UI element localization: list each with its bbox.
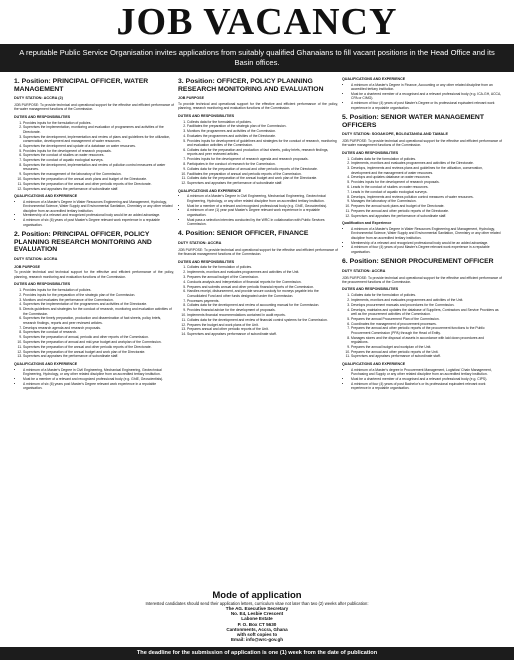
position-6 <box>342 258 502 390</box>
list-item: 5. Prepares and submits annual and other periodic financial reports of the Commission. <box>187 285 338 289</box>
address-line: Labone Estate <box>241 616 273 622</box>
list-item: • Must pass a selection interview conducted by the WRC in collaboration with Public Services Commission. <box>187 218 338 227</box>
list-item: 6. Collates data for the preparation and production of fact sheets, policy briefs, research findings, reports and peer reviewed articles. <box>187 148 338 157</box>
list-item: 12. Supervises the preparation of the annual budget and work plan of the Directorate. <box>23 350 174 354</box>
job-purpose: JOB PURPOSE: To provide technical and operational support for the effective and efficient performance of the financial management functions of the Commission. <box>178 247 338 257</box>
list-item: 11. Collates data for the preparation of the annual budget and work plan of the Directorate. <box>187 176 338 180</box>
list-item: • Membership of a relevant and recognized professional body would be an added advantage. <box>23 213 174 217</box>
list-item: • A minimum of four (4) years of post Master's Degree or its professional equivalent relevant work experience in a reputable organisation. <box>351 101 502 110</box>
deadline-banner: The deadline for the submission of application is one (1) week from the date of publication <box>0 647 514 660</box>
list-item: 2. Provides inputs for the preparation of the strategic plan of the Commission. <box>23 293 174 297</box>
positions-area <box>0 74 514 588</box>
mode-title: Mode of application <box>212 590 302 601</box>
qualifications-list <box>14 200 174 227</box>
list-item: 9. Prepares the annual budget and workplan of the Unit. <box>351 345 502 349</box>
position-4-continued <box>342 77 502 110</box>
duty-station: DUTY STATION: ACCRA <box>14 256 58 261</box>
list-item: 5. Prepares the annual Procurement Plan of the Commission. <box>351 317 502 321</box>
list-item: 3. Prepares the annual budget of the Commission. <box>187 275 338 279</box>
list-item: 1. Collects data for the formulation of policies. <box>187 120 338 124</box>
list-item: 9. Provides financial advice for the development of proposals. <box>187 308 338 312</box>
list-item: 1. Collates data for the formulation of policies. <box>187 265 338 269</box>
list-item: 6. Supervises the conduct of studies on water resources. <box>23 153 174 157</box>
duties-heading: DUTIES AND RESPONSIBILITIES <box>342 287 399 292</box>
list-item: 12. Supervises and appraises the performance of subordinate staff. <box>187 181 338 185</box>
duties-heading: DUTIES AND RESPONSIBILITIES <box>342 150 399 155</box>
list-item: 6. Leads in the conduct of studies on water resources. <box>351 185 502 189</box>
list-item: 7. Leads in the conduct of aquatic ecological surveys. <box>351 190 502 194</box>
list-item: 12. Supervises and appraises the performance of subordinate staff. <box>23 187 174 191</box>
list-item: • A minimum of a Master's Degree in Finance, Accounting or any other related discipline from an accredited tertiary institution. <box>351 83 502 92</box>
qualifications-list <box>342 83 502 110</box>
position-title: 6. Position: SENIOR PROCUREMENT OFFICER <box>342 258 494 266</box>
list-item: • A minimum of a Master's Degree in Water Resources Engineering and Management, Hydrology, Environmental Science, Water Supply and Environmental Sanitation, Chemistry or any other related discipline from an accredited tertiary institution. <box>351 227 502 240</box>
list-item: 9. Collates data for the preparation of annual and other periodic reports of the Directorate. <box>187 167 338 171</box>
list-item: 8. Supervises the development, implementation and review of pollution control measures of water resources. <box>23 163 174 172</box>
qualifications-heading: Qualification and Experience <box>342 221 392 226</box>
duties-list <box>342 293 502 359</box>
job-purpose-heading: JOB PURPOSE <box>178 96 204 101</box>
list-item: 11. Prepares the annual and other periodic reports of the Directorate. <box>351 209 502 213</box>
duties-list <box>14 288 174 359</box>
duty-station: DUTY STATION: ACCRA <box>342 268 386 273</box>
list-item: 13. Supervises and appraises the performance of subordinate staff. <box>23 354 174 358</box>
job-purpose: To provide technical and operational support for the effective and efficient performance of the policy, planning, research monitoring and evaluation functions of the Commission. <box>178 101 338 111</box>
list-item: 5. Provides inputs for development of guidelines and strategies for the conduct of research, monitoring and evaluation activities of the Commission. <box>187 139 338 148</box>
list-item: • Membership of a relevant and recognized professional body would be an added advantage. <box>351 241 502 245</box>
list-item: 4. Develops and updates database on water resources. <box>351 175 502 179</box>
list-item: 6. Coordinates the management of procurement processes. <box>351 322 502 326</box>
list-item: 11. Supervises the preparation of the annual and other periodic reports of the Directorate. <box>23 345 174 349</box>
duty-station: DUTY STATION: ACCRA <box>178 240 222 245</box>
duties-heading: DUTIES AND RESPONSIBILITIES <box>178 259 235 264</box>
list-item: • Must be a member of a relevant and recognized professional body (e.g. GhIE, Geoscientists). <box>187 204 338 208</box>
list-item: 5. Directs guidelines and strategies for the conduct of research, monitoring and evaluation activities of the Commission. <box>23 307 174 316</box>
email-line[interactable]: Email: info@wrc-gov.gh <box>230 637 284 643</box>
list-item: 3. Develops, implements and reviews plans and guidelines for the utilization, conservation, development and the management of water resources. <box>351 166 502 175</box>
list-item: 4. Evaluates the programmes and activities of the Directorate. <box>187 134 338 138</box>
address-line: with soft copies to <box>236 632 278 638</box>
mode-instruction: Interested candidates should send their application letters, curriculum vitae not later than two (2) weeks after publication: <box>145 601 369 606</box>
list-item: 3. Monitors the programmes and activities of the Commission. <box>187 129 338 133</box>
duties-heading: DUTIES AND RESPONSIBILITIES <box>14 282 71 287</box>
job-purpose: To provide technical and technical support for the effective and efficient performance of the policy, planning, research monitoring and evaluation functions of the Commission. <box>14 270 174 279</box>
duties-heading: DUTIES AND RESPONSIBILITIES <box>14 114 71 119</box>
mode-of-application <box>0 590 514 646</box>
list-item: 3. Supervises the development, implementation and review of plans and guidelines for the utilization, conservation, development and management of water resources. <box>23 135 174 144</box>
qualifications-heading: QUALIFICATIONS AND EXPERIENCE <box>178 188 242 193</box>
list-item: 5. Provides inputs for the development of research proposals. <box>23 149 174 153</box>
list-item: 9. Manages the laboratory of the Commission. <box>351 199 502 203</box>
list-item: 11. Supervises the preparation of the annual and other periodic reports of the Directorate. <box>23 182 174 186</box>
list-item: 14. Supervises and appraises performance of subordinate staff. <box>187 332 338 336</box>
list-item: 9. Supervises the preparation of annual, periodic and other reports of the Commission. <box>23 335 174 339</box>
list-item: • A minimum of four (4) years of post Master's Degree relevant work experience in a reputable organisation. <box>351 245 502 254</box>
position-title: 1. Position: PRINCIPAL OFFICER, WATER MANAGEMENT <box>14 78 149 93</box>
list-item: 8. Supervises the conduct of research. <box>23 330 174 334</box>
list-item: • A minimum of one (1) year post Master's Degree relevant work experience in a reputable organisation. <box>187 208 338 217</box>
position-2 <box>14 231 174 390</box>
list-item: 4. Develops, maintains and updates the database of Suppliers, Contractors and Service Providers as well as the procurement activities of the Commission. <box>351 308 502 317</box>
address-line: No. E4, Lesbie Crescent <box>230 611 284 617</box>
address-line: P. O. Box CT 5630 <box>237 621 277 627</box>
address-line: The AG. Executive Secretary <box>225 606 289 611</box>
list-item: 10. Prepares the annual work plans and budget of the Directorate. <box>351 204 502 208</box>
list-item: 7. Develops research agenda and research proposals. <box>23 326 174 330</box>
job-purpose: JOB PURPOSE: To provide technical and operational support for the effective and efficient performance of the procurement functions of the Commission. <box>342 275 502 284</box>
column-3 <box>342 74 502 588</box>
job-purpose: JOB PURPOSE: To provide technical and operational support for the effective and efficient performance of the water management functions of the Commission. <box>342 139 502 148</box>
list-item: 11. Collates data for the development and review of financial control systems for the Commission. <box>187 318 338 322</box>
position-title: 4. Position: SENIOR OFFICER, FINANCE <box>178 230 309 238</box>
list-item: 4. Supervises the development and update of a database on water resources. <box>23 144 174 148</box>
list-item: • A minimum of six (6) years of post Master's Degree relevant work experience in a reputable organisation. <box>23 218 174 227</box>
position-4 <box>178 230 338 336</box>
qualifications-heading: QUALIFICATIONS AND EXPERIENCE <box>14 361 78 366</box>
qualifications-list <box>178 194 338 226</box>
list-item: 7. Supervises the conduct of aquatic ecological surveys. <box>23 158 174 162</box>
list-item: 2. Supervises the implementation, monitoring and evaluation of programmes and activities of the Directorate. <box>23 125 174 134</box>
list-item: 7. Processes payments. <box>187 299 338 303</box>
list-item: 10. Implements financial recommendations contained in audit reports. <box>187 313 338 317</box>
position-title: 5. Position: SENIOR WATER MANAGEMENT OFFICERS <box>342 114 484 129</box>
list-item: 8. Manages stores and the disposal of assets in accordance with laid down procedures and regulations. <box>351 336 502 345</box>
list-item: • Must be a chartered member of a recognised and a relevant professional body (e.g. ICA-GH, ACCA, CPA or CIMG). <box>351 92 502 101</box>
list-item: 10. Supervises the preparation of annual and mid-year budget and workplan of the Commission. <box>23 340 174 344</box>
list-item: 10. Supervises the preparation of the annual work plans and budget of the Directorate. <box>23 177 174 181</box>
list-item: 1. Collates data for the formulation of policies. <box>351 157 502 161</box>
list-item: 12. Prepares the budget and work plans of the Unit. <box>187 323 338 327</box>
list-item: 1. Collates data for the formulation of policies. <box>351 293 502 297</box>
position-1 <box>14 78 174 227</box>
duties-heading: DUTIES AND RESPONSIBILITIES <box>178 113 235 118</box>
list-item: 2. Implements, monitors and evaluates programmes and activities of the Unit. <box>351 298 502 302</box>
list-item: 12. Supervises and appraises the performance of subordinate staff. <box>351 214 502 218</box>
duty-station: DUTY STATION: SOGAKOPE, BOLGATANGA AND TAMALE <box>342 132 449 137</box>
list-item: 4. Conducts analysis and interpretation of financial reports for the Commission. <box>187 280 338 284</box>
list-item: 1. Provides inputs for the formulation of policies. <box>23 288 174 292</box>
list-item: 10. Prepares the annual and other periodic reports of the Unit. <box>351 350 502 354</box>
list-item: 1. Provides inputs for the formulation of policies. <box>23 121 174 125</box>
qualifications-heading: QUALIFICATIONS AND EXPERIENCE <box>14 193 78 198</box>
column-1 <box>14 74 174 588</box>
list-item: 4. Supervises the implementation of the programmes and activities of the Directorate. <box>23 302 174 306</box>
list-item: • A minimum of a Master's degree in Procurement Management, Logistics/ Chain Management, Purchasing and Supply or any other related discipline from an accredited tertiary institution. <box>351 368 502 377</box>
list-item: 8. Collates data for the development and review of accounting manual for the Commission. <box>187 303 338 307</box>
page-title: JOB VACANCY <box>116 1 398 43</box>
qualifications-heading: QUALIFICATIONS AND EXPERIENCE <box>342 77 406 81</box>
list-item: 2. Implements, monitors and evaluates programmes and activities of the Directorate. <box>351 161 502 165</box>
list-item: 2. Facilitates the preparation of the strategic plan of the Commission. <box>187 124 338 128</box>
address-line: Cantonments, Accra, Ghana <box>226 626 288 632</box>
list-item: 6. Supervises the timely preparation, production and dissemination of fact sheets, policy briefs, research findings, reports and peer reviewed articles. <box>23 316 174 325</box>
position-title: 3. Position: OFFICER, POLICY PLANNING RESEARCH MONITORING AND EVALUATION <box>178 78 324 93</box>
duties-list <box>342 157 502 219</box>
position-title: 2. Position: PRINCIPAL OFFICER, POLICY PLANNING RESEARCH MONITORING AND EVALUATION <box>14 231 152 254</box>
list-item: 3. Develops procurement manuals and procedures for the Commission. <box>351 303 502 307</box>
list-item: 9. Supervises the management of the laboratory of the Commission. <box>23 172 174 176</box>
list-item: 7. Prepares the annual and other periodic reports of the procurement functions to the Public Procurement Commission (PPA) through the Head of Entity. <box>351 326 502 335</box>
list-item: • Must be a member of a relevant and recognized professional body (e.g. GhIE, Geoscientists). <box>23 377 174 381</box>
list-item: 3. Monitors and evaluates the performance of the Commission. <box>23 298 174 302</box>
duties-list <box>178 120 338 186</box>
list-item: 7. Provides inputs for the development of research agenda and research proposals. <box>187 157 338 161</box>
list-item: • A minimum of a Master's Degree in Civil Engineering, Mechanical Engineering, Geotechnical Engineering, Hydrology, or any other related discipline from an accredited tertiary institution. <box>23 368 174 377</box>
position-5 <box>342 114 502 254</box>
address-block <box>0 606 514 642</box>
list-item: • A minimum of four (4) years of post Bachelor's or its professional equivalent relevant work experience in a reputable organisation. <box>351 382 502 391</box>
list-item: 8. Develops, implements and reviews pollution control measures of water resources. <box>351 195 502 199</box>
list-item: 6. Handles receipt, disbursement, and provide secure custody for moneys payable into the Consolidated Fund and other funds designated under the Commission. <box>187 289 338 298</box>
list-item: 2. Implements, monitors and evaluates programmes and activities of the Unit. <box>187 270 338 274</box>
qualifications-list <box>342 227 502 254</box>
qualifications-heading: QUALIFICATIONS AND EXPERIENCE <box>342 361 406 366</box>
job-purpose-heading: JOB PURPOSE <box>14 264 40 269</box>
position-3 <box>178 78 338 226</box>
list-item: 8. Participates in the conduct of research for the Commission. <box>187 162 338 166</box>
list-item: 11. Supervises and appraises performance of subordinate staff. <box>351 354 502 358</box>
list-item: 13. Prepares annual and other periodic reports of the Unit. <box>187 327 338 331</box>
intro-banner: A reputable Public Service Organisation invites applications from suitably qualified Ghanaians to fill vacant positions in the Head Office and its Basin offices. <box>0 44 514 72</box>
duty-station: DUTY STATION: ACCRA (2) <box>14 96 63 101</box>
duties-list <box>178 265 338 336</box>
list-item: 10. Facilitates the preparation of annual and periodic reports of the Commission. <box>187 172 338 176</box>
header <box>0 0 514 44</box>
list-item: • A minimum of six (6) years post Master's Degree relevant work experience in a reputable organisation. <box>23 382 174 391</box>
qualifications-list <box>342 368 502 391</box>
column-2 <box>178 74 338 588</box>
list-item: • A minimum of a Master's Degree in Water Resources Engineering and Management, Hydrology, Environmental Science, Water Supply and Environmental Sanitation, Chemistry or any other related discipline from an accredited tertiary institution. <box>23 200 174 213</box>
list-item: 5. Provides inputs for the development of research proposals. <box>351 180 502 184</box>
duties-list <box>14 121 174 191</box>
list-item: • A minimum of a Master's Degree in Civil Engineering, Mechanical Engineering, Geotechnical Engineering, Hydrology, or any other related discipline from an accredited tertiary institution. <box>187 194 338 203</box>
list-item: • Must be a chartered member of a recognised and a relevant professional body (e.g. CIPS). <box>351 377 502 381</box>
qualifications-list <box>14 368 174 391</box>
job-purpose: JOB PURPOSE: To provide technical and operational support for the effective and efficient performance of the water management functions of the Commission. <box>14 102 174 112</box>
